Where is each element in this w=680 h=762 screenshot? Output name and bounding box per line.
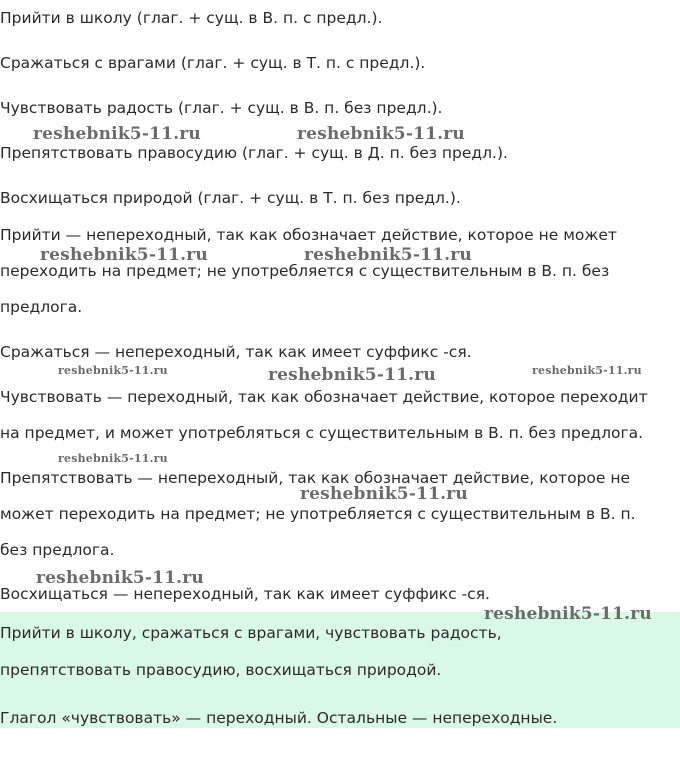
watermark: reshebnik5-11.ru — [297, 124, 465, 144]
explanation-prepyatstvovat-line-2: может переходить на предмет; не употребляется с существительным в В. п. — [0, 505, 636, 523]
watermark: reshebnik5-11.ru — [40, 245, 208, 265]
explanation-priyti-line-1: Прийти — непереходный, так как обозначает действие, которое не может — [0, 226, 617, 244]
explanation-srazhatsya: Сражаться — непереходный, так как имеет суффикс -ся. — [0, 343, 472, 361]
explanation-voskhishchatsya: Восхищаться — непереходный, так как имеет суффикс -ся. — [0, 585, 490, 603]
phrase-line-5: Восхищаться природой (глаг. + сущ. в Т. п. без предл.). — [0, 189, 461, 207]
watermark: reshebnik5-11.ru — [33, 124, 201, 144]
explanation-priyti-line-2: переходить на предмет; не употребляется с существительным в В. п. без — [0, 262, 610, 280]
explanation-prepyatstvovat-line-3: без предлога. — [0, 541, 115, 559]
explanation-chuvstvovat-line-1: Чувствовать — переходный, так как обозначает действие, которое переходит — [0, 388, 648, 406]
answer-line-3: Глагол «чувствовать» — переходный. Остальные — непереходные. — [0, 709, 558, 727]
watermark: reshebnik5-11.ru — [304, 245, 472, 265]
phrase-line-2: Сражаться с врагами (глаг. + сущ. в Т. п. с предл.). — [0, 54, 426, 72]
explanation-chuvstvovat-line-2: на предмет, и может употребляться с существительным в В. п. без предлога. — [0, 424, 644, 442]
explanation-priyti-line-3: предлога. — [0, 298, 83, 316]
watermark: reshebnik5-11.ru — [58, 364, 168, 377]
phrase-line-3: Чувствовать радость (глаг. + сущ. в В. п. без предл.). — [0, 99, 443, 117]
watermark: reshebnik5-11.ru — [58, 452, 168, 465]
phrase-line-4: Препятствовать правосудию (глаг. + сущ. в Д. п. без предл.). — [0, 144, 508, 162]
watermark: reshebnik5-11.ru — [268, 365, 436, 385]
phrase-line-1: Прийти в школу (глаг. + сущ. в В. п. с предл.). — [0, 9, 383, 27]
explanation-prepyatstvovat-line-1: Препятствовать — непереходный, так как обозначает действие, которое не — [0, 469, 631, 487]
answer-line-2: препятствовать правосудию, восхищаться природой. — [0, 661, 442, 679]
watermark: reshebnik5-11.ru — [36, 568, 204, 588]
watermark: reshebnik5-11.ru — [532, 364, 642, 377]
answer-line-1: Прийти в школу, сражаться с врагами, чувствовать радость, — [0, 624, 502, 642]
watermark: reshebnik5-11.ru — [300, 484, 468, 504]
watermark: reshebnik5-11.ru — [484, 604, 652, 624]
